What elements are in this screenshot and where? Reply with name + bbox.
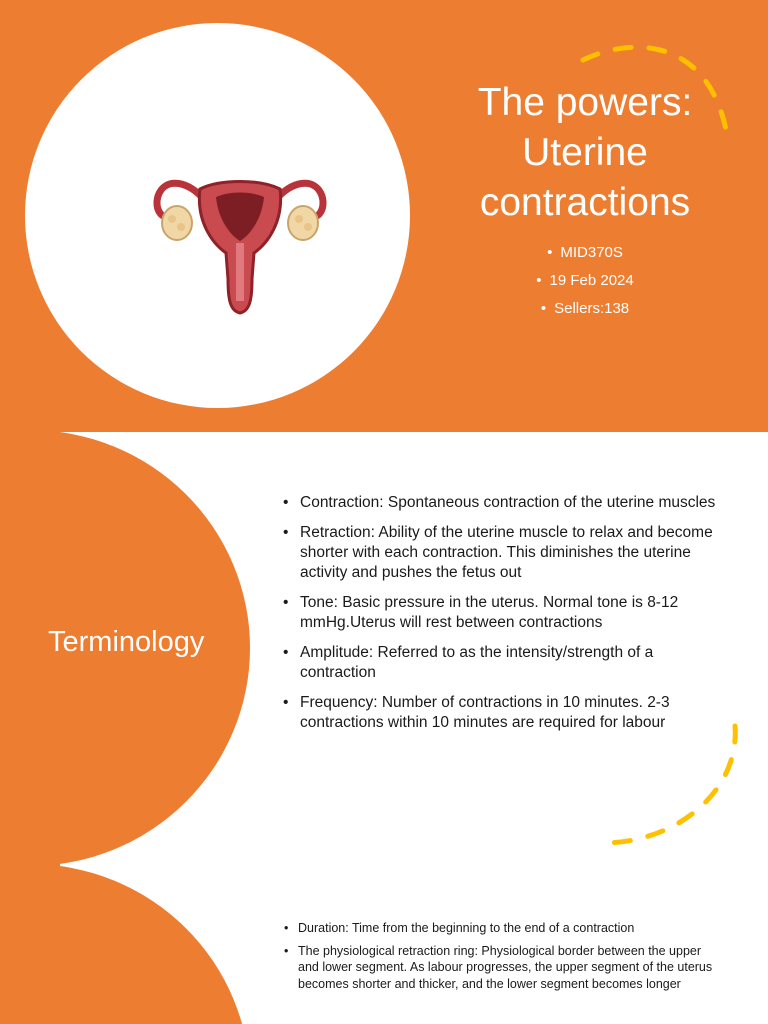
list-item: • Contraction: Spontaneous contraction of the uterine muscles bbox=[283, 493, 723, 513]
uterus-illustration-icon bbox=[150, 161, 330, 321]
orange-half-circle bbox=[0, 864, 250, 1024]
title-line-3: contractions bbox=[479, 181, 691, 224]
continued-terminology-slide bbox=[0, 864, 768, 1024]
meta-list bbox=[470, 242, 700, 326]
decorative-dashed-arc-icon bbox=[590, 718, 750, 858]
terminology-list-continued bbox=[284, 920, 724, 998]
image-circle bbox=[25, 23, 410, 408]
list-item: • The physiological retraction ring: Physiological border between the upper and lower segment. As labour progresses, the upper segment of the uterus becomes shorter and thicker, and the lower segment becomes longer bbox=[284, 943, 724, 993]
terminology-slide bbox=[0, 432, 768, 864]
list-item: • Frequency: Number of contractions in 10 minutes. 2-3 contractions within 10 minutes are required for labour bbox=[283, 693, 723, 733]
meta-course-code: • MID370S bbox=[470, 242, 700, 270]
list-item: • Duration: Time from the beginning to the end of a contraction bbox=[284, 920, 724, 937]
title-line-1: The powers: bbox=[477, 81, 693, 124]
decorative-dashed-arc-icon bbox=[575, 40, 745, 150]
list-item: • Tone: Basic pressure in the uterus. Normal tone is 8-12 mmHg.Uterus will rest between contractions bbox=[283, 593, 723, 633]
list-item: • Amplitude: Referred to as the intensity/strength of a contraction bbox=[283, 643, 723, 683]
title-slide bbox=[0, 0, 768, 432]
title-line-2: Uterine bbox=[522, 131, 648, 174]
section-title: Terminology bbox=[48, 626, 205, 658]
terminology-list bbox=[283, 493, 723, 743]
list-item: • Retraction: Ability of the uterine muscle to relax and become shorter with each contraction. This diminishes the uterine activity and pushes the fetus out bbox=[283, 523, 723, 583]
meta-date: • 19 Feb 2024 bbox=[470, 270, 700, 298]
meta-author: • Sellers:138 bbox=[470, 298, 700, 326]
